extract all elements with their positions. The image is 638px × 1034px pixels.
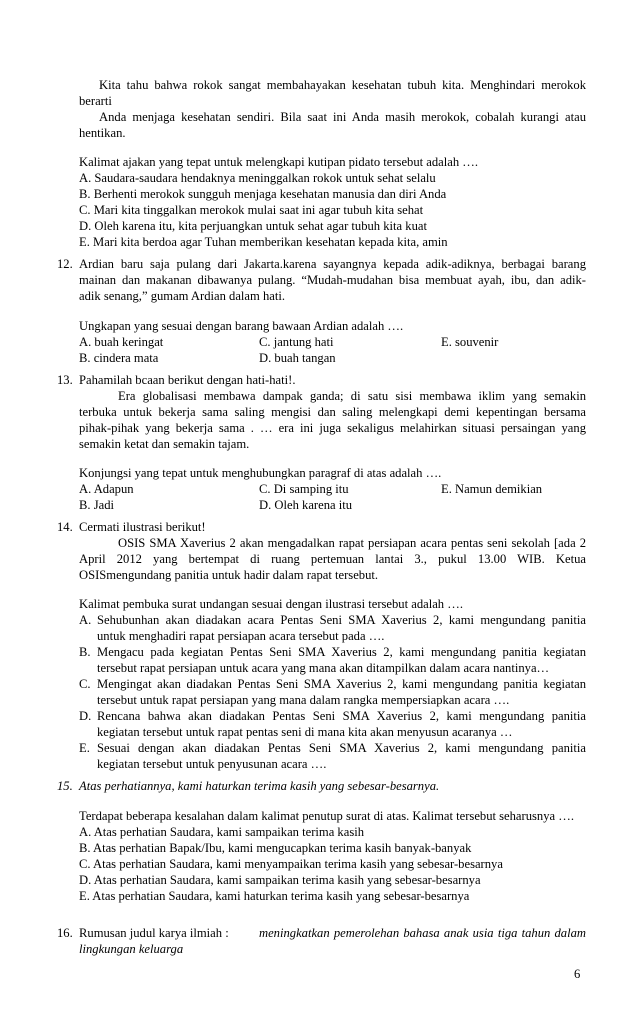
q12-option-a: A. buah keringat <box>79 335 164 349</box>
q13-option-b: B. Jadi <box>79 498 114 512</box>
q14-text-line-1: OSIS SMA Xaverius 2 akan mengadalkan rapat persiapan acara pentas seni sekolah [ada 2 <box>118 536 586 550</box>
q14-option-b-line-2: tersebut rapat persiapan untuk acara yang mana akan ditampilkan dalam acara nantinya… <box>97 661 550 675</box>
q14-option-c-line-2: tersebut untuk rapat persiapan yang mana dalam rangka mempersiapkan acara …. <box>97 693 510 707</box>
q14-option-d-letter: D. <box>79 709 92 723</box>
q14-option-e-line-2: kegiatan tersebut untuk penyusunan acara …. <box>97 757 327 771</box>
q14-text-line-2: April 2012 yang bertempat di ruang pertemuan lantai 3., pukul 13.00 WIB. Ketua <box>79 552 586 566</box>
q15-number: 15. <box>57 779 73 793</box>
q13-text-line-3: pihak-pihak yang bekerja sama . … era ini juga sekaligus melahirkan situasi persaingan yang <box>79 421 586 435</box>
q11-question: Kalimat ajakan yang tepat untuk melengkapi kutipan pidato tersebut adalah …. <box>79 155 479 169</box>
q13-text-line-4: semakin ketat dan semakin tajam. <box>79 437 250 451</box>
q13-option-d: D. Oleh karena itu <box>259 498 353 512</box>
q15-option-a: A. Atas perhatian Saudara, kami sampaikan terima kasih <box>79 825 365 839</box>
q12-number: 12. <box>57 257 73 271</box>
q13-text-line-2: terbuka untuk bekerja sama saling mengisi dan saling melengkapi demi kepentingan bersama <box>79 405 586 419</box>
q14-option-a-line-1: Sehubunhan akan diadakan acara Pentas Seni SMA Xaverius 2, kami mengundang panitia <box>97 613 586 627</box>
q13-intro: Pahamilah bcaan berikut dengan hati-hati!. <box>79 373 296 387</box>
q13-option-a: A. Adapun <box>79 482 134 496</box>
q14-number: 14. <box>57 520 73 534</box>
q13-option-c: C. Di samping itu <box>259 482 349 496</box>
q14-intro: Cermati ilustrasi berikut! <box>79 520 206 534</box>
q13-text-line-1: Era globalisasi membawa dampak ganda; di satu sisi membawa iklim yang semakin <box>118 389 586 403</box>
q14-option-e-line-1: Sesuai dengan akan diadakan Pentas Seni SMA Xaverius 2, kami mengundang panitia <box>97 741 586 755</box>
q12-option-c: C. jantung hati <box>259 335 334 349</box>
q15-sentence: Atas perhatiannya, kami haturkan terima kasih yang sebesar-besarnya. <box>79 779 440 793</box>
q12-text-line-2: mainan dan makanan dibawanya pulang. “Mudah-mudahan bisa membuat ayah, ibu, dan adik- <box>79 273 586 287</box>
q11-option-c: C. Mari kita tinggalkan merokok mulai saat ini agar tubuh kita sehat <box>79 203 424 217</box>
q16-label: Rumusan judul karya ilmiah : <box>79 926 229 940</box>
q11-quote-line-1: Kita tahu bahwa rokok sangat membahayakan kesehatan tubuh kita. Menghindari merokok <box>99 78 586 92</box>
page-number: 6 <box>574 967 581 981</box>
q15-question: Terdapat beberapa kesalahan dalam kalimat penutup surat di atas. Kalimat tersebut seharusnya …. <box>79 809 574 823</box>
q11-quote-line-2: berarti <box>79 94 112 108</box>
q12-option-b: B. cindera mata <box>79 351 159 365</box>
q11-option-a: A. Saudara-saudara hendaknya meninggalkan rokok untuk sehat selalu <box>79 171 436 185</box>
q14-option-c-letter: C. <box>79 677 91 691</box>
q16-title-line-1: meningkatkan pemerolehan bahasa anak usia tiga tahun dalam <box>259 926 586 940</box>
q14-text-line-3: OSISmengundang panitia untuk hadir dalam rapat tersebut. <box>79 568 379 582</box>
q14-option-d-line-2: kegiatan tersebut untuk rapat pentas seni di mana kita akan menyusun acaranya … <box>97 725 513 739</box>
q12-text-line-3: adik senang,” gumam Ardian dalam hati. <box>79 289 285 303</box>
q12-option-e: E. souvenir <box>441 335 499 349</box>
q11-option-e: E. Mari kita berdoa agar Tuhan memberikan kesehatan kepada kita, amin <box>79 235 448 249</box>
q14-option-d-line-1: Rencana bahwa akan diadakan Pentas Seni SMA Xaverius 2, kami mengundang panitia <box>97 709 586 723</box>
q14-option-b-letter: B. <box>79 645 91 659</box>
q11-quote-line-3: Anda menjaga kesehatan sendiri. Bila saat ini Anda masih merokok, cobalah kurangi atau <box>99 110 586 124</box>
q15-option-e: E. Atas perhatian Saudara, kami haturkan terima kasih yang sebesar-besarnya <box>79 889 470 903</box>
q13-option-e: E. Namun demikian <box>441 482 543 496</box>
q16-number: 16. <box>57 926 73 940</box>
q15-option-c: C. Atas perhatian Saudara, kami menyampaikan terima kasih yang sebesar-besarnya <box>79 857 503 871</box>
q12-text-line-1: Ardian baru saja pulang dari Jakarta.karena sayangnya kepada adik-adiknya, berbagai barang <box>79 257 586 271</box>
q13-number: 13. <box>57 373 73 387</box>
q12-option-d: D. buah tangan <box>259 351 336 365</box>
q14-option-c-line-1: Mengingat akan diadakan Pentas Seni SMA Xaverius 2, kami mengundang panitia kegiatan <box>97 677 586 691</box>
q14-option-e-letter: E. <box>79 741 90 755</box>
q14-option-a-letter: A. <box>79 613 92 627</box>
q15-option-d: D. Atas perhatian Saudara, kami sampaikan terima kasih yang sebesar-besarnya <box>79 873 481 887</box>
q13-question: Konjungsi yang tepat untuk menghubungkan paragraf di atas adalah …. <box>79 466 442 480</box>
q11-quote-line-4: hentikan. <box>79 126 126 140</box>
q11-option-b: B. Berhenti merokok sungguh menjaga kesehatan manusia dan diri Anda <box>79 187 447 201</box>
q14-option-b-line-1: Mengacu pada kegiatan Pentas Seni SMA Xaverius 2, kami mengundang panitia kegiatan <box>97 645 586 659</box>
q11-option-d: D. Oleh karena itu, kita perjuangkan untuk sehat agar tubuh kita kuat <box>79 219 427 233</box>
q12-question: Ungkapan yang sesuai dengan barang bawaan Ardian adalah …. <box>79 319 404 333</box>
q16-title-line-2: lingkungan keluarga <box>79 942 184 956</box>
q14-question: Kalimat pembuka surat undangan sesuai dengan ilustrasi tersebut adalah …. <box>79 597 463 611</box>
q15-option-b: B. Atas perhatian Bapak/Ibu, kami mengucapkan terima kasih banyak-banyak <box>79 841 472 855</box>
q14-option-a-line-2: untuk menghadiri rapat persiapan acara tersebut pada …. <box>97 629 385 643</box>
